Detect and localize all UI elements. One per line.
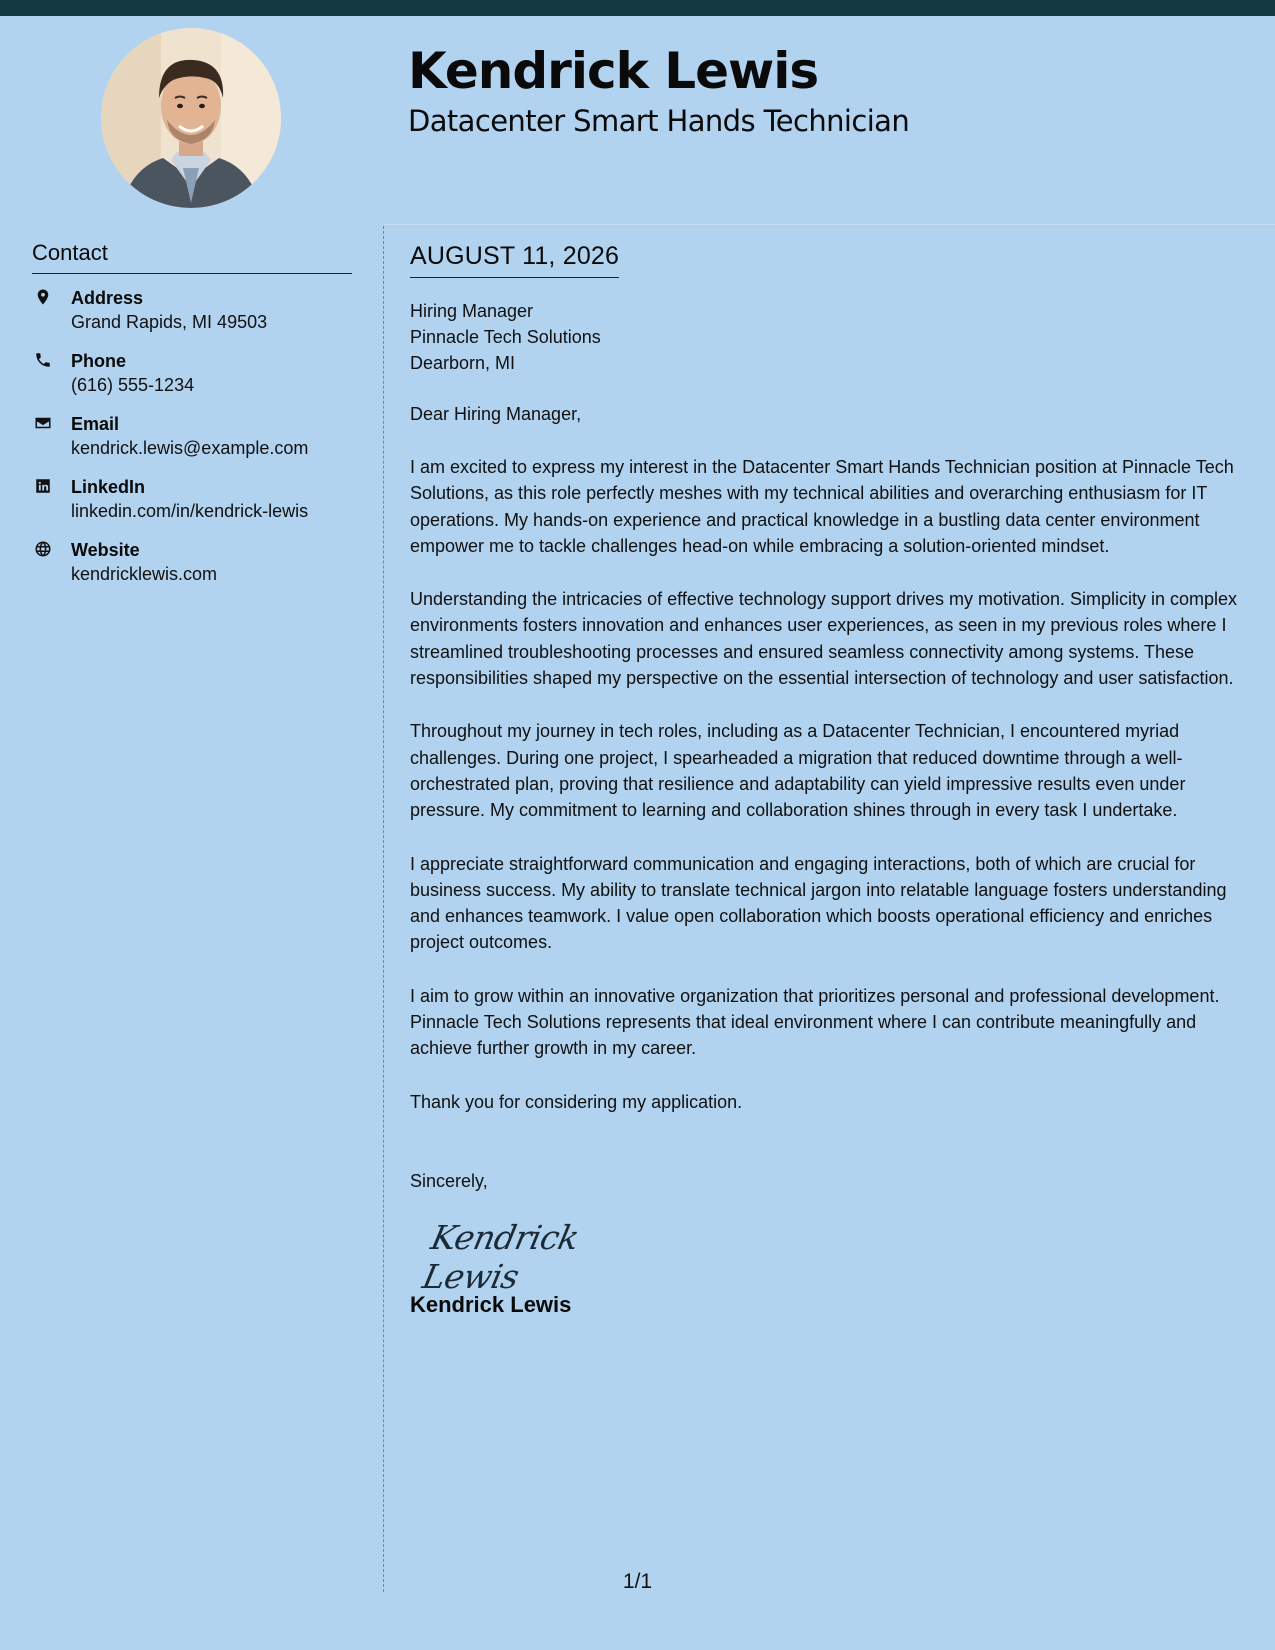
signer-name: Kendrick Lewis [410, 1291, 572, 1317]
contact-label: Website [71, 540, 140, 560]
header-divider [384, 224, 1275, 225]
column-divider [383, 226, 384, 1592]
recipient-line: Pinnacle Tech Solutions [410, 327, 601, 347]
contact-heading: Contact [32, 240, 352, 274]
contact-sidebar [32, 240, 352, 589]
linkedin-icon [33, 476, 53, 496]
phone-icon [33, 350, 53, 370]
letter-paragraph: I am excited to express my interest in the Datacenter Smart Hands Technician position at Pinnacle Tech Solutions, as this role perfectly meshes with my technical abilities and overarching enthusiasm for IT operations. My hands-on experience and practical knowledge in a bustling data center environment empower me to tackle challenges head-on while embracing a solution-oriented mindset. [410, 457, 1234, 556]
sign-off: Sincerely, [410, 1170, 488, 1191]
recipient-line: Dearborn, MI [410, 353, 516, 373]
contact-address [32, 286, 352, 337]
page-number: 1/1 [622, 1570, 653, 1593]
contact-label: Address [71, 288, 144, 308]
contact-value: (616) 555-1234 [71, 375, 195, 395]
contact-value: Grand Rapids, MI 49503 [71, 312, 268, 332]
contact-website [32, 538, 352, 589]
letter-date: AUGUST 11, 2026 [410, 242, 619, 278]
contact-phone [32, 349, 352, 400]
contact-value: kendrick.lewis@example.com [71, 438, 309, 458]
contact-email [32, 412, 352, 463]
top-accent-bar [0, 0, 1275, 16]
letter-paragraph: Understanding the intricacies of effective technology support drives my motivation. Simplicity in complex environments fosters innovation and enhances user experiences, as seen in my previous roles where I streamlined troubleshooting processes and ensured seamless connectivity among systems. These responsibilities shaped my perspective on the essential intersection of technology and user satisfaction. [410, 589, 1238, 689]
candidate-name: Kendrick Lewis [408, 42, 819, 100]
contact-linkedin [32, 475, 352, 526]
map-pin-icon [33, 287, 53, 307]
contact-label: Email [71, 414, 120, 434]
letter-body [410, 242, 1250, 1318]
job-title: Datacenter Smart Hands Technician [408, 104, 910, 138]
profile-photo [101, 28, 281, 208]
closing-line: Thank you for considering my application. [410, 1091, 743, 1112]
recipient-line: Hiring Manager [410, 301, 534, 321]
handwritten-signature: Kendrick Lewis [419, 1217, 583, 1296]
letter-paragraph: Throughout my journey in tech roles, including as a Datacenter Technician, I encountered myriad challenges. During one project, I spearheaded a migration that reduced downtime through a well-orchestrated plan, proving that resilience and adaptability can yield impressive results even under pressure. My commitment to learning and collaboration shines through in every task I undertake. [410, 721, 1186, 821]
salutation: Dear Hiring Manager, [410, 404, 582, 424]
letter-paragraph: I appreciate straightforward communication and engaging interactions, both of which are crucial for business success. My ability to translate technical jargon into relatable language fosters understanding and enhances teamwork. I value open collaboration which boosts operational efficiency and enriches project outcomes. [410, 853, 1227, 953]
contact-value: kendricklewis.com [71, 564, 218, 584]
contact-label: LinkedIn [71, 477, 146, 497]
envelope-icon [33, 413, 53, 433]
recipient-block [410, 298, 1250, 376]
contact-label: Phone [71, 351, 127, 371]
globe-icon [33, 539, 53, 559]
contact-value: linkedin.com/in/kendrick-lewis [71, 501, 309, 521]
letter-paragraph: I aim to grow within an innovative organization that prioritizes personal and professional development. Pinnacle Tech Solutions represents that ideal environment where I can contribute meaningfully and achieve further growth in my career. [410, 985, 1220, 1059]
